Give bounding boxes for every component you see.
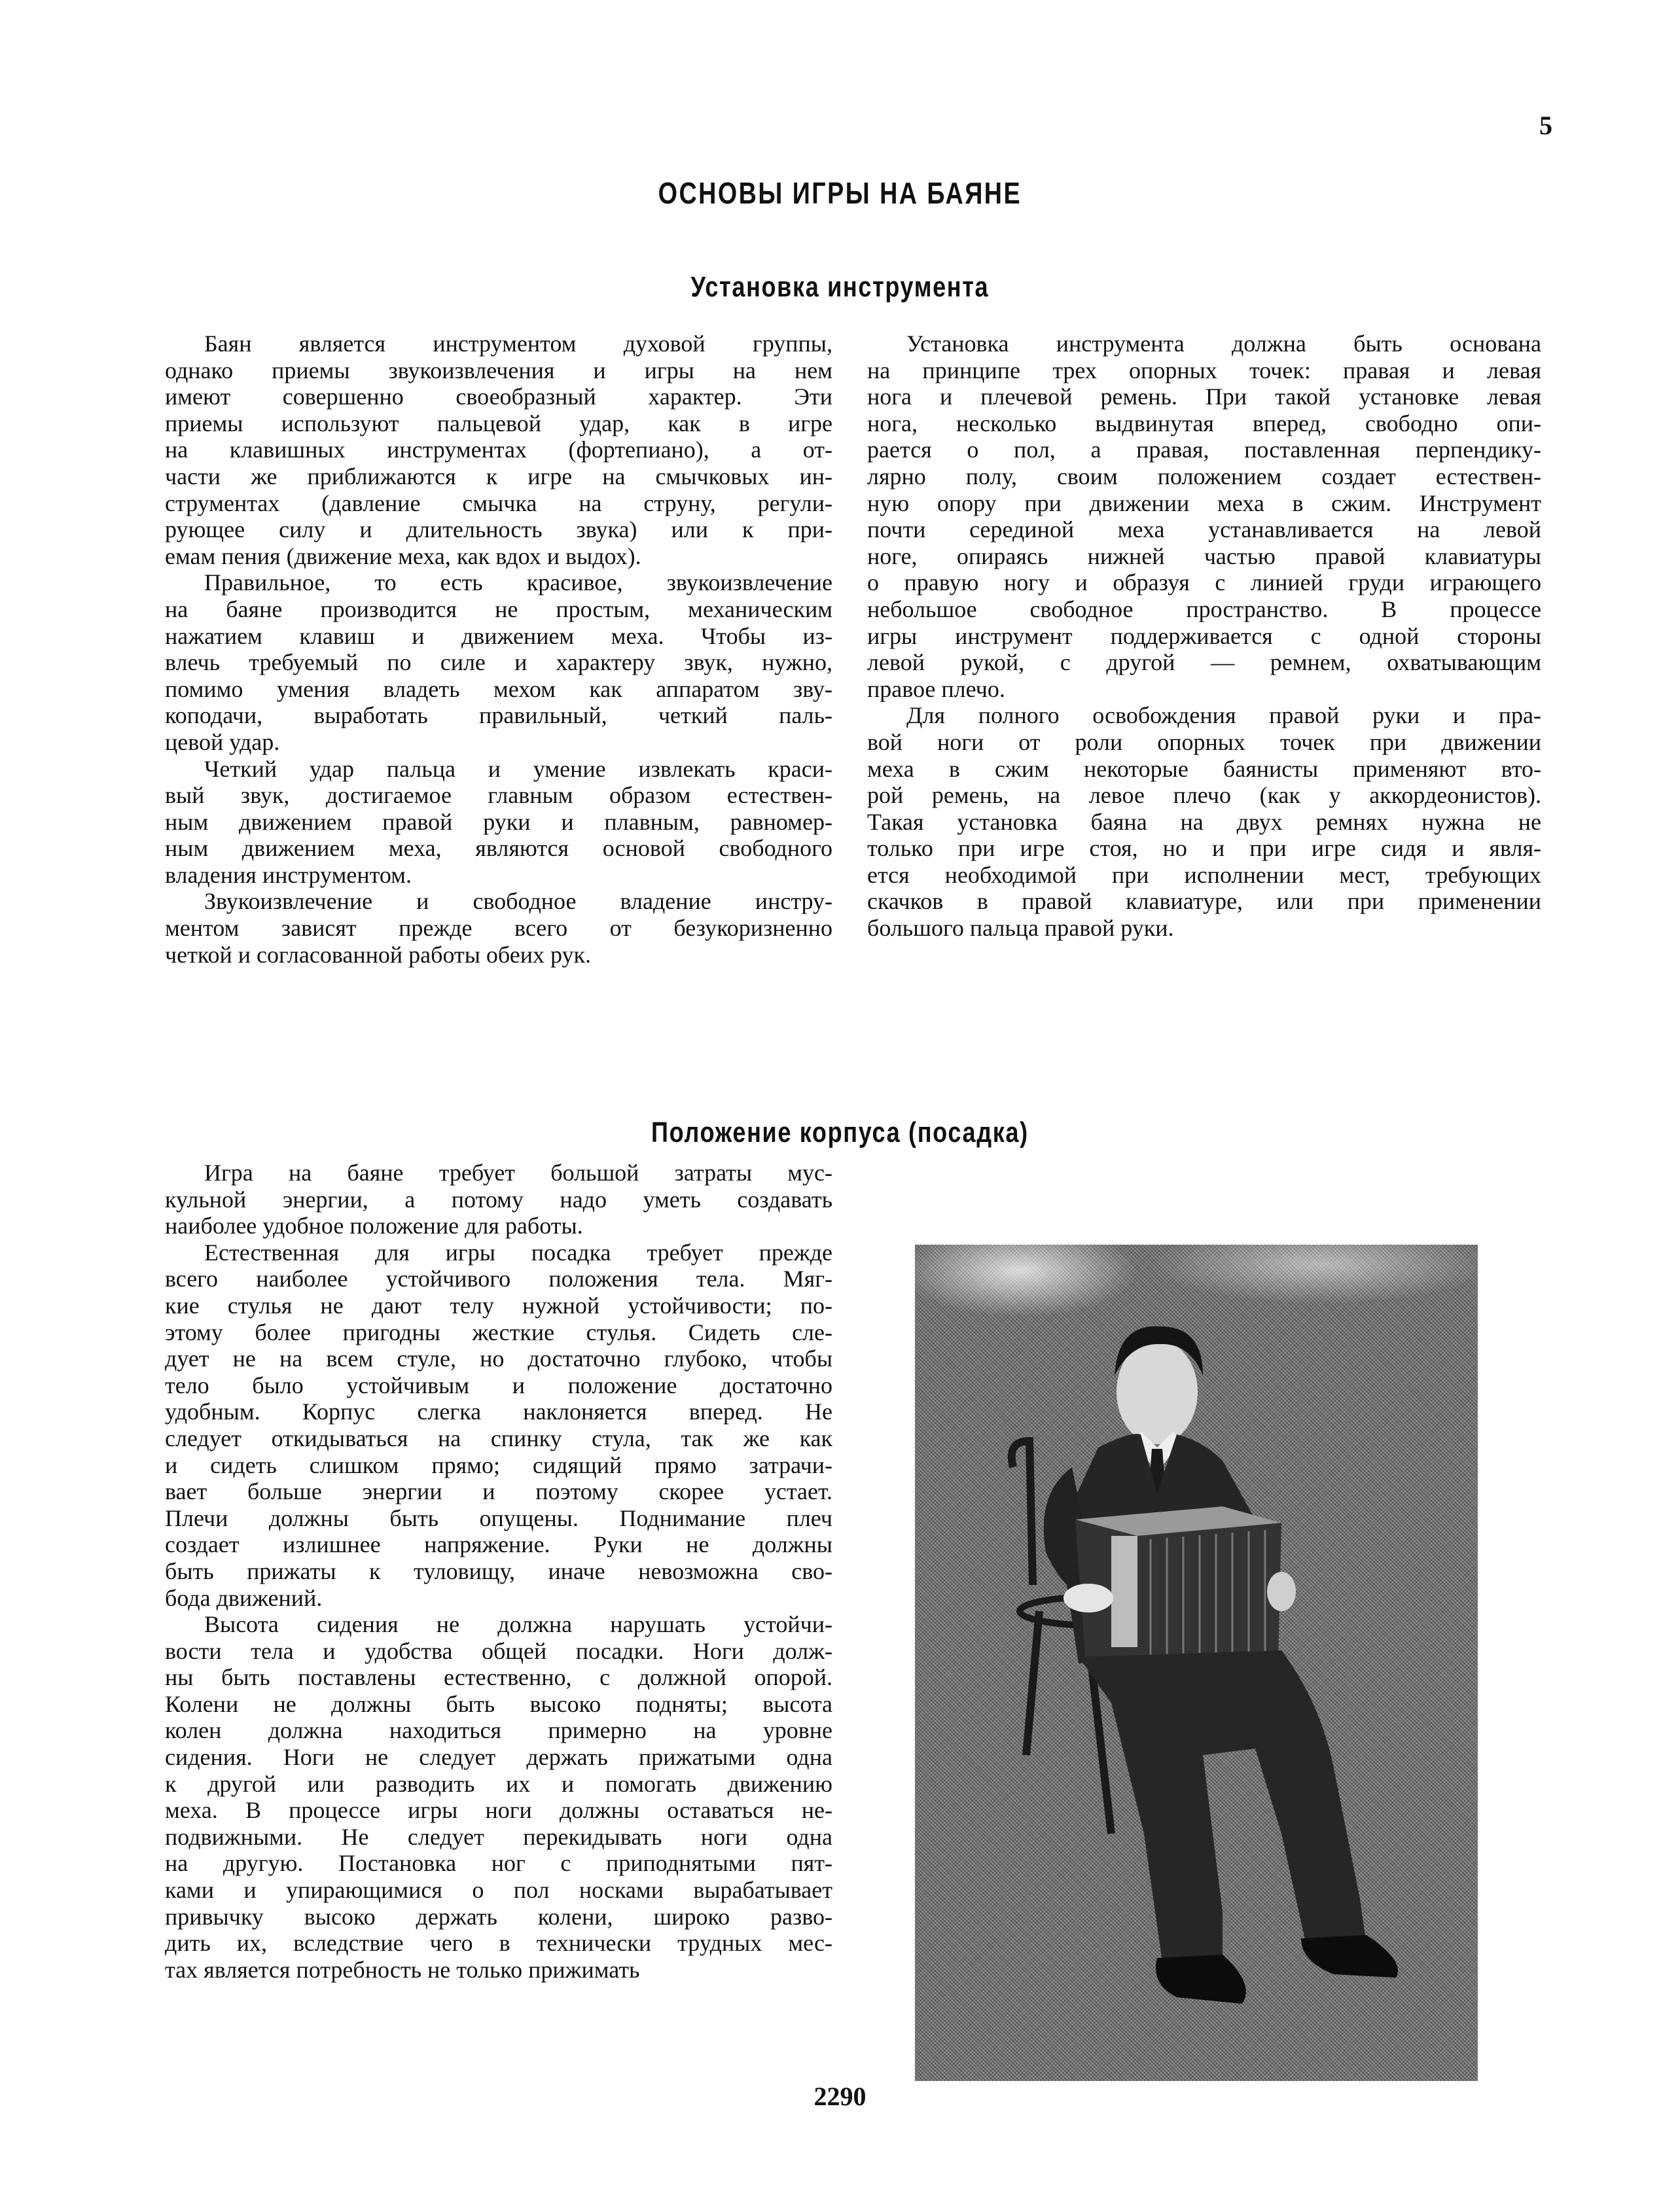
- text-line: ны быть поставлены естественно, с должной опорой.: [165, 1664, 832, 1691]
- legs-shape: [1079, 1650, 1367, 1971]
- text-line: вой ноги от роли опорных точек при движении: [867, 728, 1541, 755]
- text-line: ноге, опираясь нижней частью правой клавиатуры: [867, 542, 1541, 569]
- text-line: наиболее удобное положение для работы.: [165, 1213, 583, 1239]
- text-line: о правую ногу и образуя с линией груди играющего: [867, 569, 1541, 596]
- text-line: к другой или разводить их и помогать движению: [165, 1770, 832, 1797]
- text-line: рующее силу и длительность звука) или к при-: [165, 516, 832, 543]
- text-line: на другую. Постановка ног с приподнятыми пят-: [165, 1850, 832, 1877]
- text-line: сидения. Ноги не следует держать прижатыми одна: [165, 1744, 832, 1771]
- text-line: всего наиболее устойчивого положения тела. Мяг-: [165, 1266, 832, 1292]
- main-title: ОСНОВЫ ИГРЫ НА БАЯНЕ: [658, 176, 1022, 210]
- text-line: быть прижаты к туловищу, иначе невозможна сво-: [165, 1557, 832, 1584]
- paragraph: [165, 1160, 832, 1239]
- text-line: дует не на всем стуле, но достаточно глубоко, чтобы: [165, 1345, 832, 1372]
- left-hand-shape: [1267, 1572, 1296, 1611]
- text-line: бода движений.: [165, 1584, 323, 1611]
- text-line: привычку высоко держать колени, широко разво-: [165, 1903, 832, 1930]
- text-line: дить их, вследствие чего в технически трудных мес-: [165, 1930, 832, 1957]
- text-line: правое плечо.: [867, 675, 1005, 702]
- text-line: Плечи должны быть опущены. Поднимание плеч: [165, 1504, 832, 1531]
- text-line: части же приближаются к игре на смычковых ин-: [165, 463, 832, 489]
- text-line: небольшое свободное пространство. В процессе: [867, 596, 1541, 622]
- text-line: вает больше энергии и поэтому скорее устает.: [165, 1478, 832, 1505]
- text-line: следует откидываться на спинку стула, так же как: [165, 1425, 832, 1451]
- text-line: ным движением правой руки и плавным, равномер-: [165, 808, 832, 835]
- text-line: подвижными. Не следует перекидывать ноги одна: [165, 1823, 832, 1850]
- page-number-top: 5: [1539, 111, 1552, 140]
- text-line: имеют совершенно своеобразный характер. Эти: [165, 383, 832, 410]
- text-line: тело было устойчивым и положение достаточно: [165, 1372, 832, 1398]
- text-line: ным движением меха, являются основой свободного: [165, 835, 832, 862]
- section-title-body-position: Положение корпуса (посадка): [651, 1116, 1029, 1148]
- text-line: этому более пригодны жесткие стулья. Сидеть сле-: [165, 1319, 832, 1345]
- text-line: лярно полу, своим положением создает естествен-: [867, 463, 1541, 489]
- text-line: Звукоизвлечение и свободное владение инстру-: [204, 888, 832, 915]
- text-line: Колени не должны быть высоко подняты; высота: [165, 1690, 832, 1717]
- right-shoe-shape: [1301, 1935, 1398, 1978]
- text-line: владения инструментом.: [165, 861, 412, 888]
- text-line: на принципе трех опорных точек: правая и левая: [867, 357, 1541, 383]
- paragraph: [867, 330, 1541, 702]
- column-setup-right: [867, 330, 1541, 942]
- paragraph: [165, 756, 832, 889]
- text-line: нога и плечевой ремень. При такой установке левая: [867, 383, 1541, 410]
- text-line: Для полного освобождения правой руки и пра-: [906, 702, 1541, 729]
- text-line: Игра на баяне требует большой затраты мус-: [204, 1160, 832, 1186]
- text-line: Установка инструмента должна быть основана: [906, 330, 1541, 357]
- text-line: меха. В процессе игры ноги должны оставаться не-: [165, 1797, 832, 1824]
- text-line: и сидеть слишком прямо; сидящий прямо затрачи-: [165, 1451, 832, 1478]
- text-line: помимо умения владеть мехом как аппаратом зву-: [165, 675, 832, 702]
- text-line: Такая установка баяна на двух ремнях нужна не: [867, 808, 1541, 835]
- text-line: только при игре стоя, но и при игре сидя и явля-: [867, 835, 1541, 862]
- column-setup-left: [165, 330, 832, 968]
- text-line: скачков в правой клавиатуре, или при применении: [867, 888, 1541, 915]
- paragraph: [165, 888, 832, 968]
- text-line: влечь требуемый по силе и характеру звук, нужно,: [165, 649, 832, 676]
- text-line: большого пальца правой руки.: [867, 915, 1174, 942]
- paragraph: [165, 1239, 832, 1611]
- text-line: четкой и согласованной работы обеих рук.: [165, 941, 591, 968]
- photo-figure-illustration: [915, 1245, 1478, 2081]
- photo-bayan-player: [915, 1245, 1478, 2081]
- right-hand-shape: [1063, 1584, 1113, 1612]
- text-line: емам пения (движение меха, как вдох и выдох).: [165, 542, 641, 569]
- text-line: однако приемы звукоизвлечения и игры на нем: [165, 357, 832, 383]
- paragraph: [165, 1611, 832, 1983]
- left-shoe-shape: [1156, 1955, 1246, 2004]
- text-line: ется необходимой при исполнении мест, требующих: [867, 861, 1541, 888]
- text-line: Правильное, то есть красивое, звукоизвлечение: [204, 569, 832, 596]
- text-line: нога, несколько выдвинутая вперед, свободно опи-: [867, 410, 1541, 436]
- column-position-left: [165, 1160, 832, 1983]
- text-line: рается о пол, а правая, поставленная перпендику-: [867, 436, 1541, 463]
- text-line: кие стулья не дают телу нужной устойчивости; по-: [165, 1292, 832, 1319]
- text-line: ками и упирающимися о пол носками вырабатывает: [165, 1877, 832, 1904]
- text-line: на баяне производится не простым, механическим: [165, 596, 832, 622]
- paragraph: [165, 569, 832, 755]
- text-line: создает излишнее напряжение. Руки не должны: [165, 1531, 832, 1558]
- text-line: нажатием клавиш и движением меха. Чтобы из-: [165, 622, 832, 649]
- text-line: цевой удар.: [165, 728, 280, 755]
- text-line: коподачи, выработать правильный, четкий паль-: [165, 702, 832, 729]
- text-line: игры инструмент поддерживается с одной стороны: [867, 622, 1541, 649]
- text-line: на клавишных инструментах (фортепиано), а от-: [165, 436, 832, 463]
- text-line: левой рукой, с другой — ремнем, охватывающим: [867, 649, 1541, 676]
- text-line: Баян является инструментом духовой группы,: [204, 330, 832, 357]
- paragraph: [867, 702, 1541, 941]
- text-line: струментах (давление смычка на струну, регули-: [165, 489, 832, 516]
- text-line: ментом зависят прежде всего от безукоризненно: [165, 915, 832, 942]
- text-line: вости тела и удобства общей посадки. Ноги долж-: [165, 1637, 832, 1664]
- section-title-instrument-setup: Установка инструмента: [690, 271, 990, 303]
- text-line: Четкий удар пальца и умение извлекать краси-: [204, 755, 832, 782]
- text-line: Высота сидения не должна нарушать устойчи-: [204, 1611, 832, 1638]
- text-line: вый звук, достигаемое главным образом естествен-: [165, 782, 832, 809]
- text-line: кульной энергии, а потому надо уметь создавать: [165, 1186, 832, 1213]
- text-line: рой ремень, на левое плечо (как у аккордеонистов).: [867, 782, 1541, 809]
- text-line: удобным. Корпус слегка наклоняется вперед. Не: [165, 1398, 832, 1425]
- text-line: ную опору при движении меха в сжим. Инструмент: [867, 489, 1541, 516]
- page-number-bottom: 2290: [813, 2082, 867, 2111]
- text-line: колен должна находиться примерно на уровне: [165, 1717, 832, 1744]
- text-line: приемы используют пальцевой удар, как в игре: [165, 410, 832, 436]
- paragraph: [165, 330, 832, 569]
- text-line: меха в сжим некоторые баянисты применяют вто-: [867, 755, 1541, 782]
- text-line: Естественная для игры посадка требует прежде: [204, 1239, 832, 1266]
- text-line: тах является потребность не только прижимать: [165, 1956, 640, 1983]
- text-line: почти серединой меха устанавливается на левой: [867, 516, 1541, 543]
